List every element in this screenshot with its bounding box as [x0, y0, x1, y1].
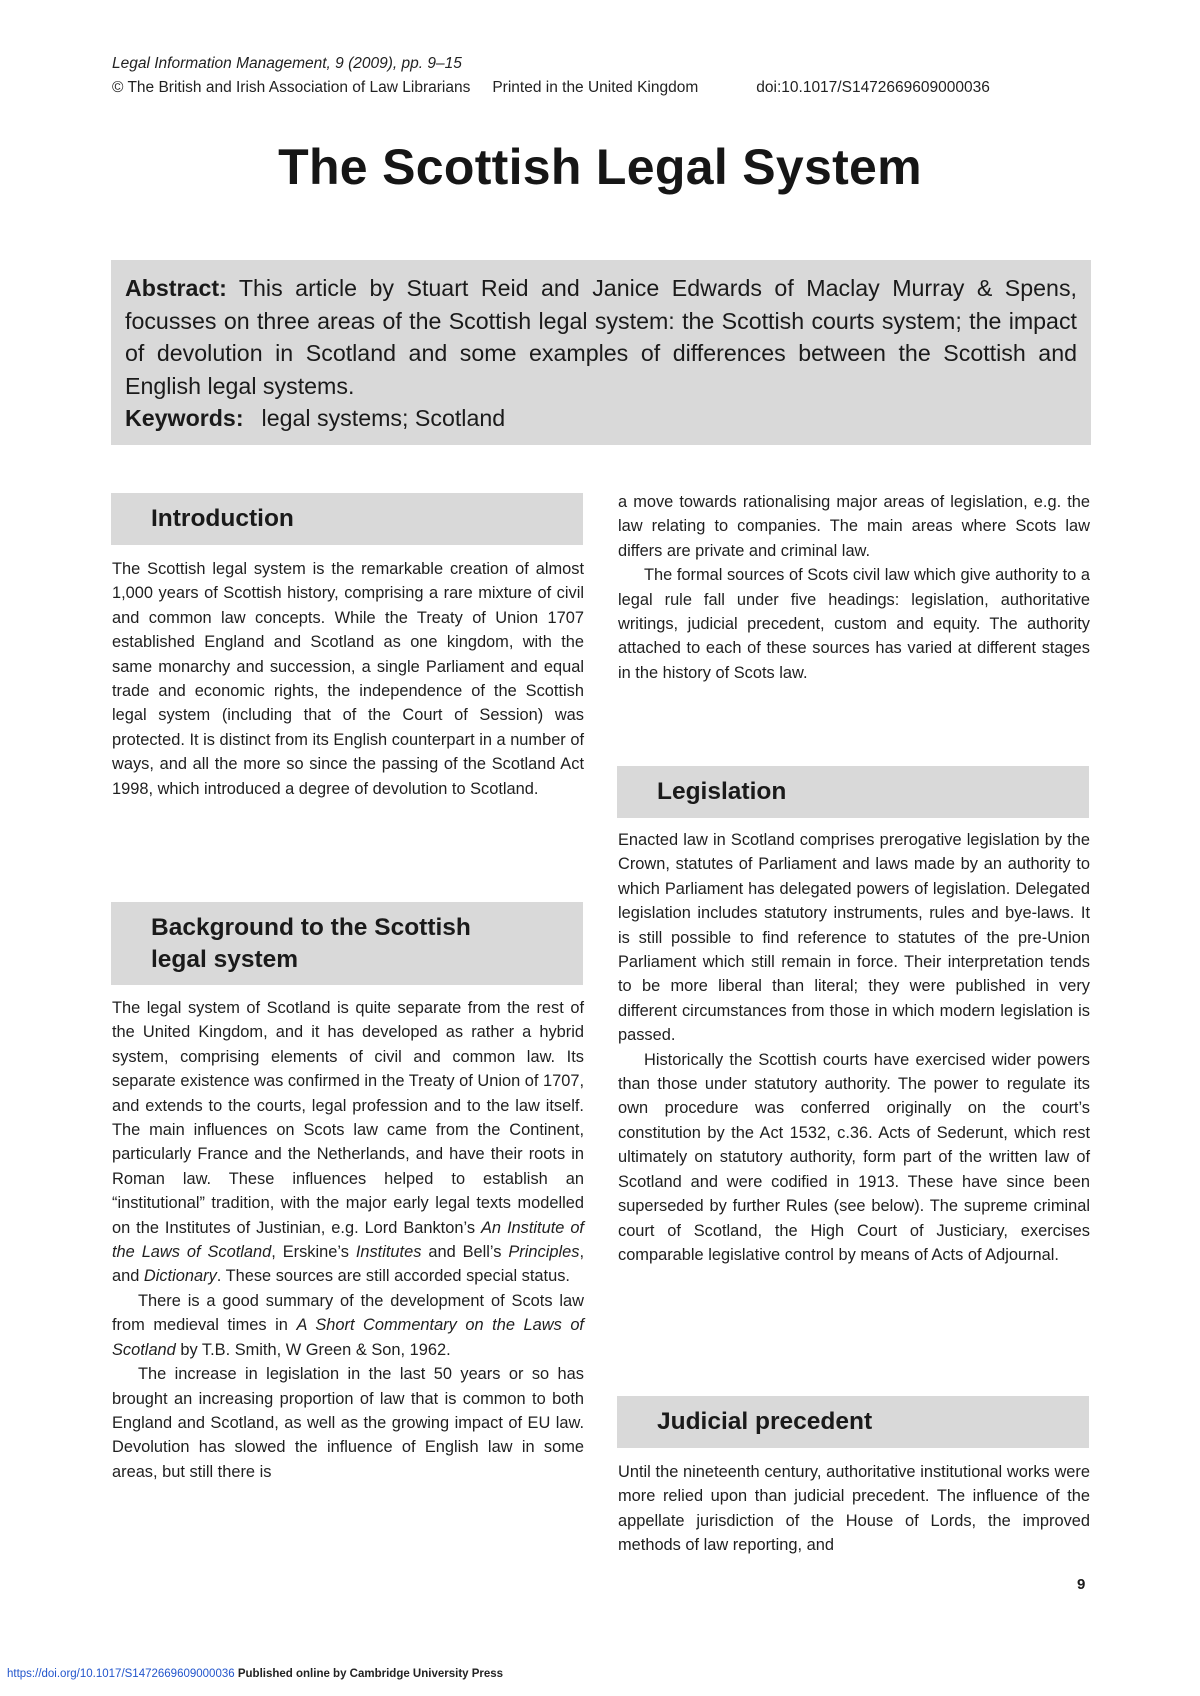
text-run: , and	[112, 1243, 584, 1286]
text-run: There is a good summary of the development of Scots law from medieval times in	[112, 1291, 584, 1335]
section-heading-legislation	[617, 766, 1089, 818]
journal-citation	[112, 55, 462, 73]
publisher-note: Published online by Cambridge University Press	[237, 1668, 504, 1680]
section-heading-background	[111, 902, 583, 985]
text-run: . These sources are still accorded special status.	[216, 1267, 570, 1286]
judicial-body	[618, 1460, 1090, 1558]
section-heading-introduction	[111, 493, 583, 545]
keywords-text: legal systems; Scotland	[261, 405, 506, 431]
book-title: Principles	[508, 1243, 580, 1262]
judicial-paragraph-1: Until the nineteenth century, authoritative institutional works were more relied upon than judicial precedent. The influence of the appellate jurisdiction of the House of Lords, the improved methods of law reporting, and	[618, 1463, 1090, 1555]
background-heading-line2: legal system	[151, 945, 299, 973]
right-intro-paragraph-2: The formal sources of Scots civil law which give authority to a legal rule fall under five headings: legislation, authoritative writings, judicial precedent, custom and equity. The authority attached to each of these sources has varied at different stages in the history of Scots law.	[618, 566, 1090, 682]
text-run: , Erskine’s	[271, 1243, 356, 1262]
doi-link[interactable]: https://doi.org/10.1017/S1472669609000036	[7, 1668, 235, 1680]
introduction-paragraph: The Scottish legal system is the remarkable creation of almost 1,000 years of Scottish history, comprising a rare mixture of civil and common law concepts. While the Treaty of Union 1707 established England and Scotland as one kingdom, with the same monarchy and succession, a single Parliament and equal trade and economic rights, the independence of the Scottish legal system (including that of the Court of Session) was protected. It is distinct from its English counterpart in a number of ways, and all the more so since the passing of the Scotland Act 1998, which introduced a degree of devolution to Scotland.	[112, 560, 584, 798]
abstract-box	[111, 260, 1091, 445]
background-heading-line1: Background to the Scottish	[151, 913, 471, 941]
keywords-label: Keywords:	[125, 405, 244, 431]
page-title: The Scottish Legal System	[278, 139, 922, 195]
background-paragraph-3: The increase in legislation in the last 50 years or so has brought an increasing proportion of law that is common to both England and Scotland, as well as the growing impact of EU law. Devolution has slowed the influence of English law in some areas, but still there is	[112, 1365, 584, 1481]
book-title: Dictionary	[143, 1267, 217, 1286]
doi: doi:10.1017/S1472669609000036	[756, 79, 990, 96]
text-run: by T.B. Smith, W Green & Son, 1962.	[175, 1340, 451, 1359]
journal-name: Legal Information Management, 9 (2009), pp. 9–15	[112, 55, 462, 72]
background-body	[112, 996, 584, 1484]
header-line	[112, 79, 990, 97]
legislation-paragraph-2: Historically the Scottish courts have exercised wider powers than those under statutory authority. The power to regulate its own procedure was conferred originally on the court’s constitution by the Act 1532, c.36. Acts of Sederunt, which rest ultimately on statutory authority, form part of the written law of Scotland and were codified in 1913. These have since been superseded by further Rules (see below). The supreme criminal court of Scotland, the High Court of Justiciary, exercises comparable legislative control by means of Acts of Adjournal.	[618, 1050, 1090, 1264]
book-title: An Institute of the Laws of Scotland	[112, 1218, 584, 1262]
footer	[7, 1668, 503, 1680]
copyright-notice: © The British and Irish Association of Law Librarians	[112, 79, 471, 96]
legislation-paragraph-1: Enacted law in Scotland comprises prerogative legislation by the Crown, statutes of Parliament and laws made by an authority to which Parliament has delegated powers of legislation. Delegated legislation includes statutory instruments, rules and bye-laws. It is still possible to find reference to statutes of the pre-Union Parliament which still remain in force. Their interpretation tends to be more liberal than literal; they were published in very different circumstances from those in which modern legislation is passed.	[618, 831, 1090, 1045]
background-paragraph-1	[112, 996, 584, 1289]
abstract-text: This article by Stuart Reid and Janice Edwards of Maclay Murray & Spens, focusses on three areas of the Scottish legal system: the Scottish courts system; the impact of devolution in Scotland and some examples of differences between the Scottish and English legal systems.	[125, 275, 1077, 399]
legislation-heading: Legislation	[657, 778, 787, 805]
legislation-body	[618, 828, 1090, 1267]
printed-notice: Printed in the United Kingdom	[492, 79, 699, 96]
abstract-label: Abstract:	[125, 275, 227, 301]
right-intro-paragraph-1: a move towards rationalising major areas of legislation, e.g. the law relating to companies. The main areas where Scots law differs are private and criminal law.	[618, 493, 1090, 560]
book-title: Institutes	[355, 1243, 422, 1262]
text-run: and Bell’s	[421, 1243, 509, 1262]
book-title: A Short Commentary on the Laws of Scotland	[112, 1316, 584, 1359]
page-number: 9	[1077, 1576, 1086, 1593]
text-run: The legal system of Scotland is quite separate from the rest of the United Kingdom, and it has developed as rather a hybrid system, comprising elements of civil and common law. Its separate existence was confirmed in the Treaty of Union of 1707, and extends to the courts, legal profession and to the law itself. The main influences on Scots law came from the Continent, particularly France and the Netherlands, and have their roots in Roman law. These influences helped to establish an “institutional” tradition, with the major early legal texts modelled on the Institutes of Justinian, e.g. Lord Bankton’s	[112, 999, 584, 1237]
background-paragraph-2	[112, 1289, 584, 1362]
judicial-heading: Judicial precedent	[657, 1408, 873, 1435]
right-intro-body	[618, 490, 1090, 685]
introduction-body	[112, 557, 584, 801]
introduction-heading: Introduction	[151, 505, 294, 532]
section-heading-judicial-precedent	[617, 1396, 1089, 1448]
